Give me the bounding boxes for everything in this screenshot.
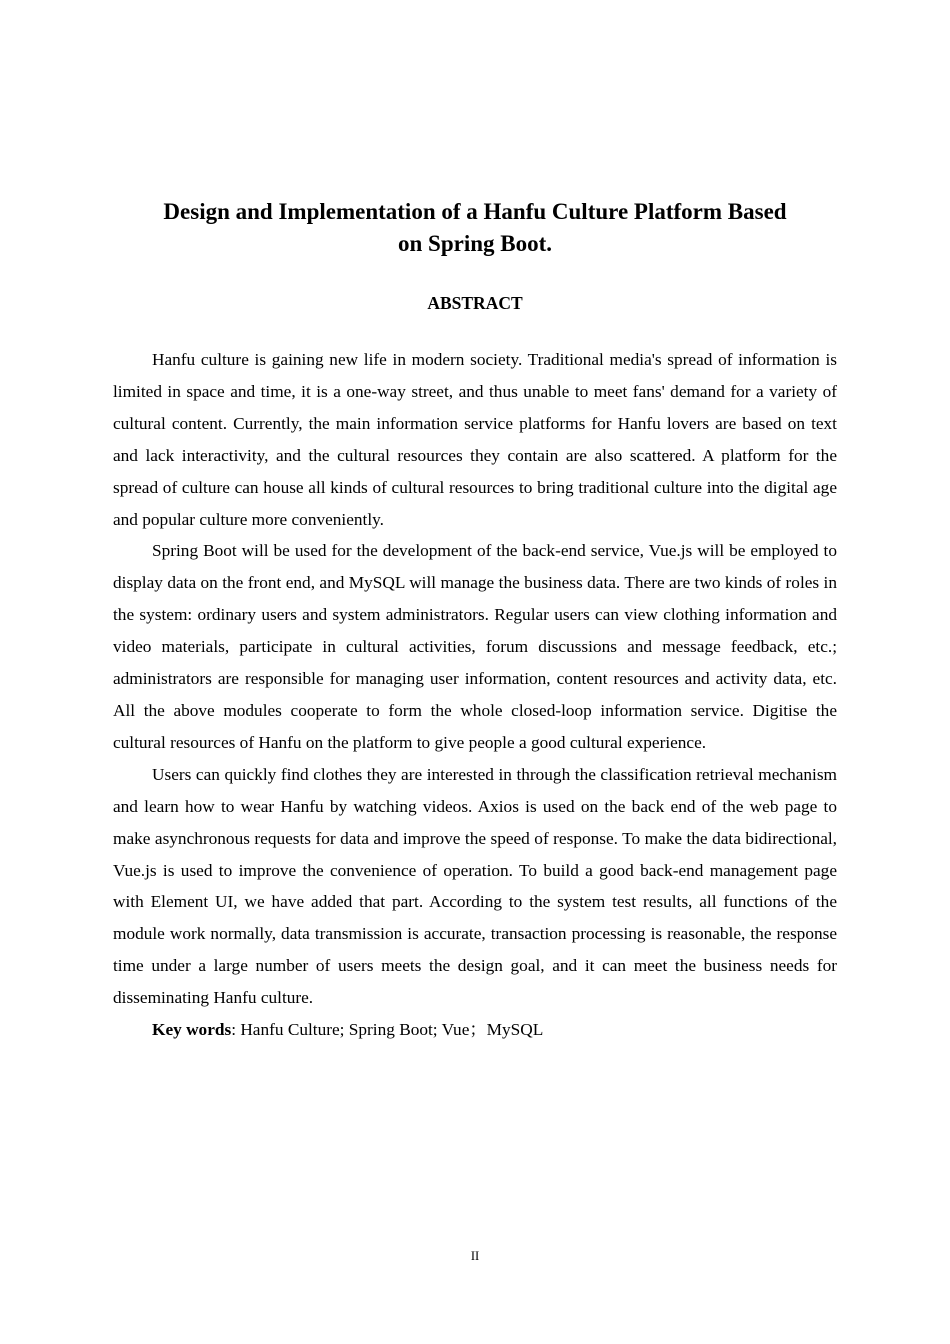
keywords-label: Key words <box>152 1020 232 1040</box>
keywords-line <box>113 1014 837 1046</box>
paper-title-line-1: Design and Implementation of a Hanfu Culture Platform Based <box>163 199 787 224</box>
abstract-heading: ABSTRACT <box>427 293 523 313</box>
abstract-paragraph-3: Users can quickly find clothes they are interested in through the classification retrieval mechanism and learn how to wear Hanfu by watching videos. Axios is used on the back end of the web page to make asynchronous requests for data and improve the speed of response. To make the data bidirectional, Vue.js is used to improve the convenience of operation. To build a good back-end management page with Element UI, we have added that part. According to the system test results, all functions of the module work normally, data transmission is accurate, transaction processing is reasonable, the response time under a large number of users meets the design goal, and it can meet the business needs for disseminating Hanfu culture. <box>113 764 837 1008</box>
abstract-paragraph-1: Hanfu culture is gaining new life in modern society. Traditional media's spread of information is limited in space and time, it is a one-way street, and thus unable to meet fans' demand for a variety of cultural content. Currently, the main information service platforms for Hanfu lovers are based on text and lack interactivity, and the cultural resources they contain are also scattered. A platform for the spread of culture can house all kinds of cultural resources to bring traditional culture into the digital age and popular culture more conveniently. <box>113 350 837 529</box>
abstract-paragraph-2: Spring Boot will be used for the development of the back-end service, Vue.js will be employed to display data on the front end, and MySQL will manage the business data. There are two kinds of roles in the system: ordinary users and system administrators. Regular users can view clothing information and video materials, participate in cultural activities, forum discussions and message feedback, etc.; administrators are responsible for managing user information, content resources and activity data, etc. All the above modules cooperate to form the whole closed-loop information service. Digitise the cultural resources of Hanfu on the platform to give people a good cultural experience. <box>113 541 837 752</box>
keywords-text: : Hanfu Culture; Spring Boot; Vue；MySQL <box>231 1020 544 1040</box>
page-number: II <box>470 1249 480 1263</box>
paper-title <box>112 196 838 260</box>
paper-title-line-2: on Spring Boot. <box>397 231 552 256</box>
abstract-body <box>113 344 837 1046</box>
